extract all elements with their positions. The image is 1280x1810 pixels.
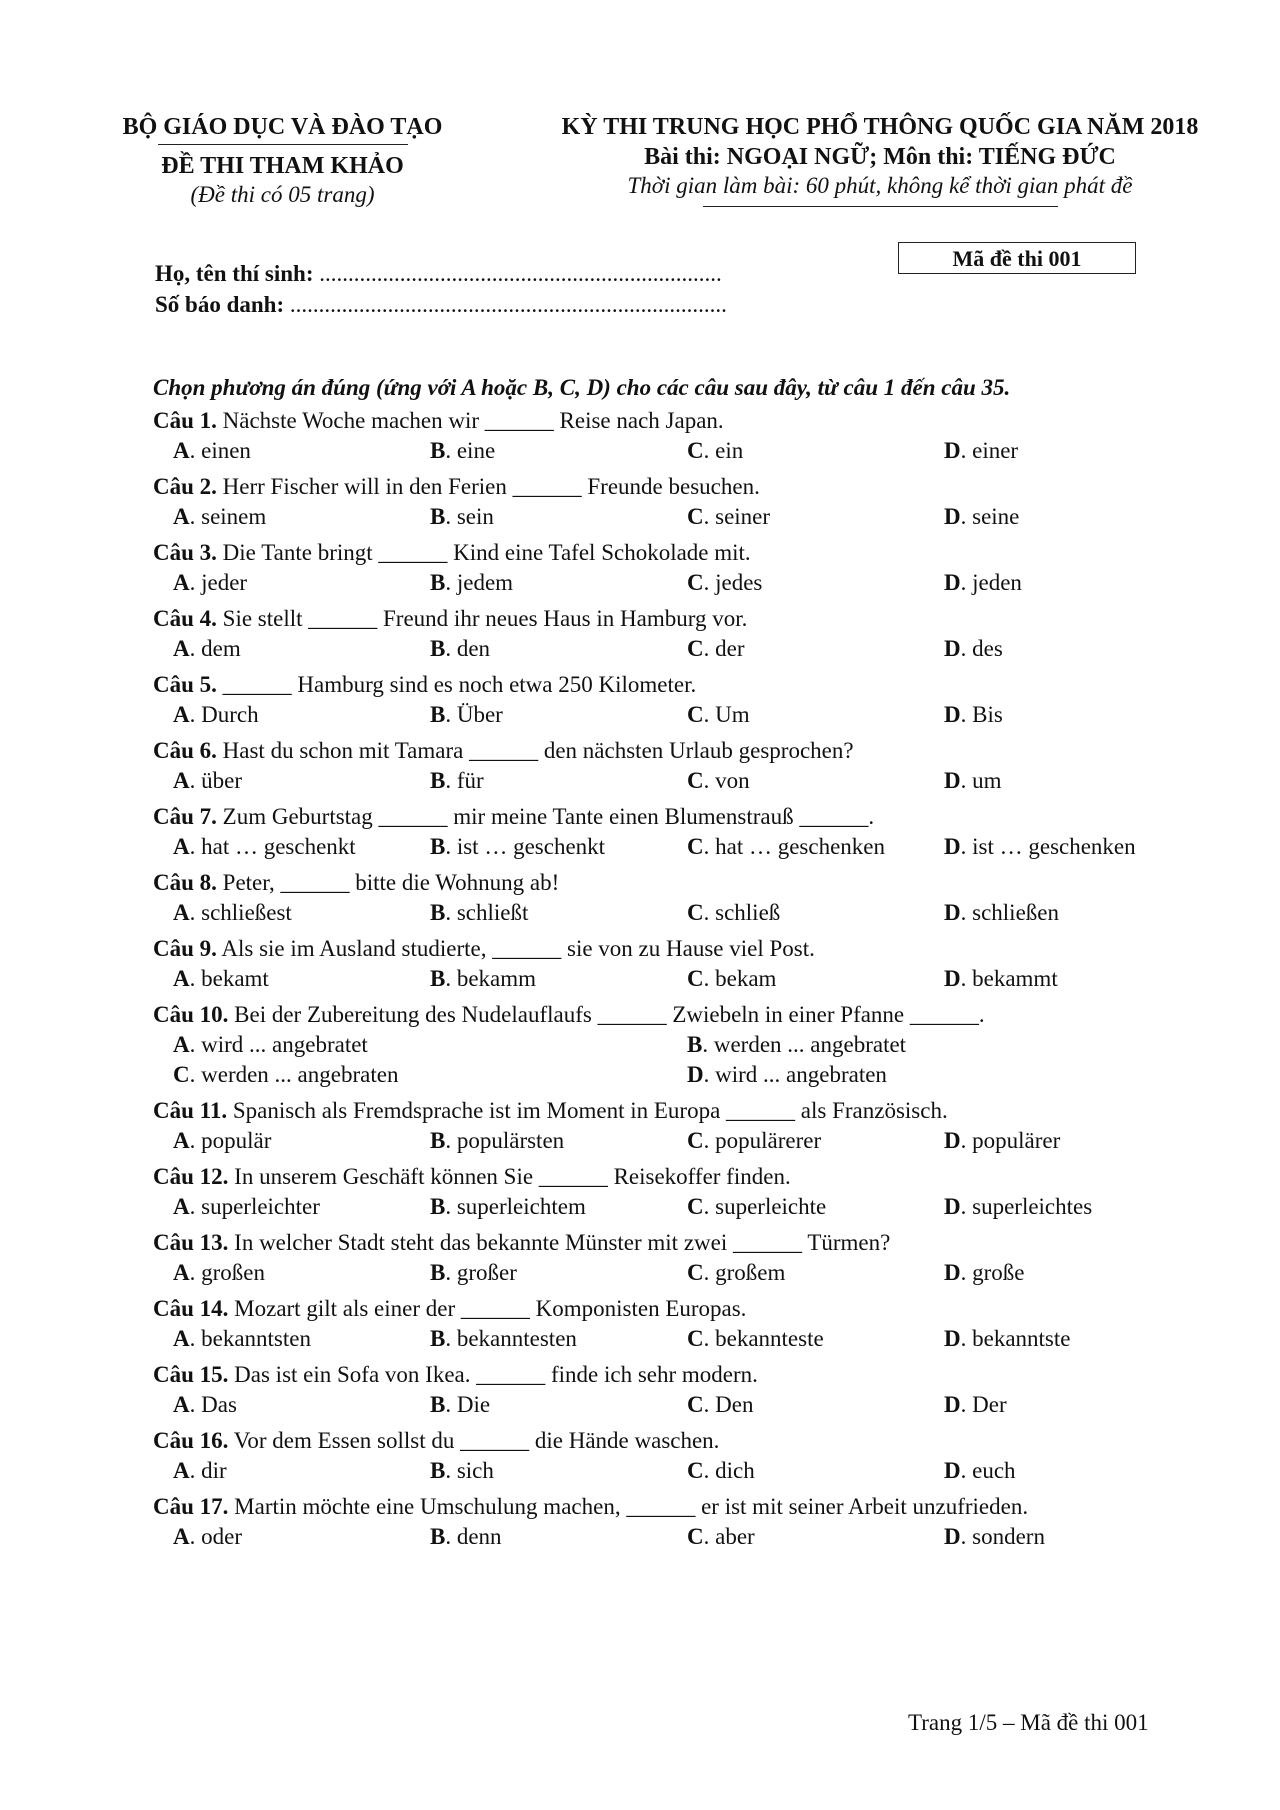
option-letter: B [430, 1392, 446, 1417]
option-letter: D [944, 438, 961, 463]
answer-option [944, 1192, 1201, 1222]
option-letter: B [430, 504, 446, 529]
option-letter: A [173, 570, 190, 595]
option-text: . seiner [703, 504, 771, 529]
answer-option [687, 1030, 1201, 1060]
option-text: . schließest [189, 900, 292, 925]
answer-options [153, 1030, 1183, 1090]
answer-option [687, 436, 944, 466]
question-number: Câu 6. [153, 738, 217, 763]
question-number: Câu 9. [153, 936, 217, 961]
answer-option [173, 1390, 430, 1420]
option-text: . bekanntsten [189, 1326, 311, 1351]
question-number: Câu 2. [153, 474, 217, 499]
option-letter: D [944, 1260, 961, 1285]
header-left [105, 112, 460, 209]
answer-option [944, 832, 1201, 862]
answer-options [153, 1456, 1183, 1486]
answer-option [430, 700, 687, 730]
option-text: . denn [445, 1524, 502, 1549]
option-text: . populärerer [703, 1128, 822, 1153]
option-text: . bekannteste [703, 1326, 824, 1351]
option-letter: D [944, 1194, 961, 1219]
answer-option [430, 502, 687, 532]
question-list [153, 406, 1183, 1552]
option-text: . über [189, 768, 242, 793]
question-text: Sie stellt ______ Freund ihr neues Haus in Hamburg vor. [216, 606, 748, 631]
answer-option [944, 700, 1201, 730]
answer-option [687, 1258, 944, 1288]
answer-option [687, 568, 944, 598]
question-stem [153, 1162, 1183, 1192]
option-letter: D [944, 702, 961, 727]
answer-options [153, 1126, 1183, 1156]
option-text: . populärsten [445, 1128, 565, 1153]
question-text: Peter, ______ bitte die Wohnung ab! [216, 870, 560, 895]
option-text: . Den [703, 1392, 754, 1417]
answer-option [430, 1324, 687, 1354]
option-text: . jeden [960, 570, 1022, 595]
option-letter: D [944, 636, 961, 661]
option-text: . superleichte [703, 1194, 827, 1219]
option-text: . hat … geschenken [703, 834, 886, 859]
question-stem [153, 736, 1183, 766]
question-number: Câu 15. [153, 1362, 229, 1387]
answer-option [430, 436, 687, 466]
question-number: Câu 10. [153, 1002, 229, 1027]
option-text: . ein [703, 438, 744, 463]
answer-option [687, 1456, 944, 1486]
answer-option [173, 1192, 430, 1222]
option-letter: A [173, 1128, 190, 1153]
option-letter: A [173, 1032, 190, 1057]
option-letter: C [687, 900, 704, 925]
answer-option [173, 700, 430, 730]
question-stem [153, 538, 1183, 568]
option-letter: B [687, 1032, 703, 1057]
answer-option [687, 1324, 944, 1354]
question-stem [153, 1228, 1183, 1258]
question-text: Spanisch als Fremdsprache ist im Moment in Europa ______ als Französisch. [227, 1098, 948, 1123]
option-text: . euch [960, 1458, 1016, 1483]
option-letter: C [687, 1458, 704, 1483]
option-text: . jedes [703, 570, 763, 595]
question-text: Die Tante bringt ______ Kind eine Tafel Schokolade mit. [216, 540, 751, 565]
option-letter: B [430, 1260, 446, 1285]
option-letter: C [687, 1524, 704, 1549]
option-text: . Der [960, 1392, 1007, 1417]
answer-option [430, 766, 687, 796]
option-text: . für [445, 768, 484, 793]
option-text: . bekanntste [960, 1326, 1071, 1351]
option-letter: C [687, 702, 704, 727]
option-text: . oder [189, 1524, 242, 1549]
option-letter: A [173, 1458, 190, 1483]
option-text: . hat … geschenkt [189, 834, 356, 859]
option-letter: A [173, 702, 190, 727]
option-text: . des [960, 636, 1003, 661]
option-text: . aber [703, 1524, 755, 1549]
option-letter: D [944, 570, 961, 595]
option-letter: A [173, 504, 190, 529]
question-stem [153, 406, 1183, 436]
candidate-name-label: Họ, tên thí sinh: [155, 261, 314, 286]
question-number: Câu 17. [153, 1494, 229, 1519]
candidate-id-dots: ............................................................................ [284, 292, 727, 317]
answer-options [153, 634, 1183, 664]
option-letter: B [430, 966, 446, 991]
option-text: . großer [445, 1260, 517, 1285]
option-text: . superleichtes [960, 1194, 1093, 1219]
option-letter: D [944, 1458, 961, 1483]
option-letter: D [944, 1524, 961, 1549]
option-text: . bekamm [445, 966, 537, 991]
option-text: . superleichter [189, 1194, 320, 1219]
instruction: Chọn phương án đúng (ứng với A hoặc B, C, D) cho các câu sau đây, từ câu 1 đến câu 35. [153, 375, 1011, 400]
option-text: . sein [445, 504, 494, 529]
question-number: Câu 7. [153, 804, 217, 829]
exam-title: KỲ THI TRUNG HỌC PHỔ THÔNG QUỐC GIA NĂM 2018 [561, 114, 1199, 140]
option-letter: B [430, 1194, 446, 1219]
header-right-rule [703, 206, 1058, 207]
question-stem [153, 1426, 1183, 1456]
question-stem [153, 1360, 1183, 1390]
answer-option [430, 1522, 687, 1552]
answer-options [153, 964, 1183, 994]
option-text: . dich [703, 1458, 755, 1483]
option-text: . großen [189, 1260, 265, 1285]
question-text: Bei der Zubereitung des Nudelauflaufs ______ Zwiebeln in einer Pfanne ______. [228, 1002, 985, 1027]
answer-option [173, 502, 430, 532]
option-letter: A [173, 966, 190, 991]
answer-option [430, 964, 687, 994]
question-stem [153, 868, 1183, 898]
answer-option [430, 634, 687, 664]
question-stem [153, 1294, 1183, 1324]
candidate-id-line [155, 289, 727, 320]
answer-option [944, 1324, 1201, 1354]
option-letter: A [173, 1326, 190, 1351]
answer-option [944, 898, 1201, 928]
answer-option [944, 436, 1201, 466]
answer-option [687, 502, 944, 532]
question-text: Vor dem Essen sollst du ______ die Hände waschen. [228, 1428, 720, 1453]
question-number: Câu 8. [153, 870, 217, 895]
answer-option [687, 898, 944, 928]
answer-option [944, 1126, 1201, 1156]
answer-option [687, 1192, 944, 1222]
option-letter: D [944, 1326, 961, 1351]
answer-option [687, 766, 944, 796]
option-letter: C [687, 1260, 704, 1285]
option-letter: D [944, 1392, 961, 1417]
option-letter: D [944, 834, 961, 859]
option-letter: A [173, 438, 190, 463]
answer-option [944, 502, 1201, 532]
option-letter: A [173, 900, 190, 925]
option-text: . schließt [445, 900, 529, 925]
option-letter: A [173, 1524, 190, 1549]
option-letter: B [430, 768, 446, 793]
question-text: Zum Geburtstag ______ mir meine Tante einen Blumenstrauß ______. [216, 804, 875, 829]
option-text: . der [703, 636, 745, 661]
option-text: . werden ... angebratet [702, 1032, 907, 1057]
answer-option [173, 1522, 430, 1552]
answer-options [153, 568, 1183, 598]
option-text: . großem [703, 1260, 786, 1285]
answer-option [687, 1126, 944, 1156]
question-text: Herr Fischer will in den Ferien ______ Freunde besuchen. [216, 474, 760, 499]
question-text: Das ist ein Sofa von Ikea. ______ finde ich sehr modern. [228, 1362, 758, 1387]
answer-option [173, 1258, 430, 1288]
option-letter: D [944, 1128, 961, 1153]
option-letter: C [687, 1326, 704, 1351]
option-letter: C [687, 570, 704, 595]
answer-options [153, 436, 1183, 466]
question-text: Nächste Woche machen wir ______ Reise nach Japan. [216, 408, 724, 433]
option-letter: D [944, 900, 961, 925]
candidate-name-line [155, 258, 727, 289]
question-stem [153, 934, 1183, 964]
question-section [153, 372, 1183, 1558]
question-number: Câu 4. [153, 606, 217, 631]
option-text: . Über [445, 702, 503, 727]
option-letter: B [430, 438, 446, 463]
answer-options [153, 502, 1183, 532]
answer-option [173, 436, 430, 466]
option-text: . Das [189, 1392, 237, 1417]
answer-option [944, 1522, 1201, 1552]
question-number: Câu 5. [153, 672, 217, 697]
option-letter: D [944, 504, 961, 529]
option-letter: B [430, 702, 446, 727]
exam-type: ĐỀ THI THAM KHẢO [161, 153, 404, 179]
answer-options [153, 1324, 1183, 1354]
option-letter: B [430, 1524, 446, 1549]
option-letter: B [430, 900, 446, 925]
option-text: . wird ... angebratet [189, 1032, 368, 1057]
answer-option [173, 964, 430, 994]
answer-options [153, 766, 1183, 796]
answer-options [153, 1390, 1183, 1420]
option-letter: D [687, 1062, 704, 1087]
option-text: . ist … geschenken [960, 834, 1136, 859]
option-letter: C [687, 1392, 704, 1417]
option-text: . große [960, 1260, 1025, 1285]
option-text: . einen [189, 438, 251, 463]
option-text: . populärer [960, 1128, 1061, 1153]
answer-option [173, 766, 430, 796]
answer-option [687, 700, 944, 730]
page-footer: Trang 1/5 – Mã đề thi 001 [908, 1710, 1149, 1735]
question-text: Hast du schon mit Tamara ______ den nächsten Urlaub gesprochen? [216, 738, 854, 763]
ministry-name: BỘ GIÁO DỤC VÀ ĐÀO TẠO [122, 114, 443, 140]
answer-option [944, 766, 1201, 796]
option-text: . seinem [189, 504, 267, 529]
answer-option [944, 1258, 1201, 1288]
answer-option [430, 1258, 687, 1288]
candidate-info [155, 258, 727, 320]
answer-option [944, 1456, 1201, 1486]
answer-options [153, 832, 1183, 862]
answer-option [944, 634, 1201, 664]
question-stem [153, 1492, 1183, 1522]
option-text: . eine [445, 438, 496, 463]
option-text: . sich [445, 1458, 494, 1483]
answer-option [430, 1126, 687, 1156]
option-text: . um [960, 768, 1002, 793]
question-stem [153, 604, 1183, 634]
option-text: . populär [189, 1128, 272, 1153]
option-letter: A [173, 1392, 190, 1417]
option-text: . schließen [960, 900, 1059, 925]
header-left-rule [158, 144, 408, 145]
option-letter: C [687, 504, 704, 529]
answer-option [173, 1030, 687, 1060]
answer-option [944, 1390, 1201, 1420]
option-letter: A [173, 636, 190, 661]
question-stem [153, 1096, 1183, 1126]
option-letter: C [687, 1194, 704, 1219]
question-number: Câu 14. [153, 1296, 229, 1321]
answer-option [173, 898, 430, 928]
question-stem [153, 802, 1183, 832]
option-text: . superleichtem [445, 1194, 586, 1219]
answer-option [430, 568, 687, 598]
answer-option [944, 568, 1201, 598]
option-letter: C [687, 438, 704, 463]
option-text: . schließ [703, 900, 781, 925]
question-stem [153, 670, 1183, 700]
answer-options [153, 1522, 1183, 1552]
answer-option [430, 898, 687, 928]
option-text: . seine [960, 504, 1020, 529]
answer-option [173, 634, 430, 664]
option-letter: B [430, 834, 446, 859]
option-text: . Durch [189, 702, 259, 727]
option-text: . sondern [960, 1524, 1045, 1549]
question-number: Câu 11. [153, 1098, 228, 1123]
option-letter: C [687, 1128, 704, 1153]
option-letter: D [944, 966, 961, 991]
option-letter: A [173, 834, 190, 859]
option-text: . bekanntesten [445, 1326, 577, 1351]
candidate-name-dots: ...................................................................... [313, 261, 722, 286]
question-text: Als sie im Ausland studierte, ______ sie von zu Hause viel Post. [216, 936, 815, 961]
option-text: . wird ... angebraten [703, 1062, 887, 1087]
question-text: Mozart gilt als einer der ______ Komponisten Europas. [228, 1296, 747, 1321]
question-stem [153, 1000, 1183, 1030]
option-text: . jeder [189, 570, 248, 595]
answer-option [687, 1060, 1201, 1090]
option-text: . von [703, 768, 750, 793]
option-text: . Bis [960, 702, 1003, 727]
answer-option [430, 1390, 687, 1420]
question-text: In unserem Geschäft können Sie ______ Reisekoffer finden. [228, 1164, 791, 1189]
answer-option [173, 832, 430, 862]
answer-option [173, 1060, 687, 1090]
answer-options [153, 898, 1183, 928]
option-text: . ist … geschenkt [445, 834, 606, 859]
option-letter: B [430, 1458, 446, 1483]
answer-option [687, 964, 944, 994]
answer-option [173, 1126, 430, 1156]
answer-options [153, 700, 1183, 730]
option-letter: B [430, 570, 446, 595]
exam-code-box: Mã đề thi 001 [898, 242, 1136, 274]
answer-option [173, 568, 430, 598]
header-right [530, 112, 1230, 207]
option-letter: C [687, 636, 704, 661]
option-text: . bekammt [960, 966, 1058, 991]
option-text: . bekamt [189, 966, 269, 991]
answer-option [944, 964, 1201, 994]
question-number: Câu 13. [153, 1230, 229, 1255]
subject-line: Bài thi: NGOẠI NGỮ; Môn thi: TIẾNG ĐỨC [644, 144, 1116, 170]
option-text: . Die [445, 1392, 491, 1417]
option-letter: A [173, 1194, 190, 1219]
question-text: ______ Hamburg sind es noch etwa 250 Kilometer. [216, 672, 697, 697]
question-number: Câu 16. [153, 1428, 229, 1453]
option-letter: B [430, 1326, 446, 1351]
time-note: Thời gian làm bài: 60 phút, không kể thời gian phát đề [627, 173, 1133, 198]
option-letter: C [687, 834, 704, 859]
answer-option [173, 1324, 430, 1354]
option-text: . dir [189, 1458, 227, 1483]
answer-option [687, 634, 944, 664]
answer-option [430, 1456, 687, 1486]
answer-option [430, 1192, 687, 1222]
option-letter: A [173, 768, 190, 793]
answer-options [153, 1192, 1183, 1222]
question-stem [153, 472, 1183, 502]
option-text: . Um [703, 702, 750, 727]
question-number: Câu 12. [153, 1164, 229, 1189]
option-text: . den [445, 636, 491, 661]
option-letter: A [173, 1260, 190, 1285]
option-text: . dem [189, 636, 241, 661]
pages-note: (Đề thi có 05 trang) [190, 182, 375, 207]
answer-option [430, 832, 687, 862]
option-letter: C [687, 966, 704, 991]
answer-option [687, 1390, 944, 1420]
option-letter: D [944, 768, 961, 793]
question-text: Martin möchte eine Umschulung machen, ______ er ist mit seiner Arbeit unzufrieden. [228, 1494, 1029, 1519]
option-text: . bekam [703, 966, 777, 991]
option-text: . werden ... angebraten [189, 1062, 399, 1087]
option-text: . jedem [445, 570, 514, 595]
option-letter: C [687, 768, 704, 793]
answer-options [153, 1258, 1183, 1288]
answer-option [173, 1456, 430, 1486]
candidate-id-label: Số báo danh: [155, 292, 285, 317]
option-letter: C [173, 1062, 190, 1087]
option-letter: B [430, 1128, 446, 1153]
option-text: . einer [960, 438, 1019, 463]
answer-option [687, 832, 944, 862]
option-letter: B [430, 636, 446, 661]
question-text: In welcher Stadt steht das bekannte Münster mit zwei ______ Türmen? [228, 1230, 891, 1255]
question-number: Câu 1. [153, 408, 217, 433]
answer-option [687, 1522, 944, 1552]
question-number: Câu 3. [153, 540, 217, 565]
